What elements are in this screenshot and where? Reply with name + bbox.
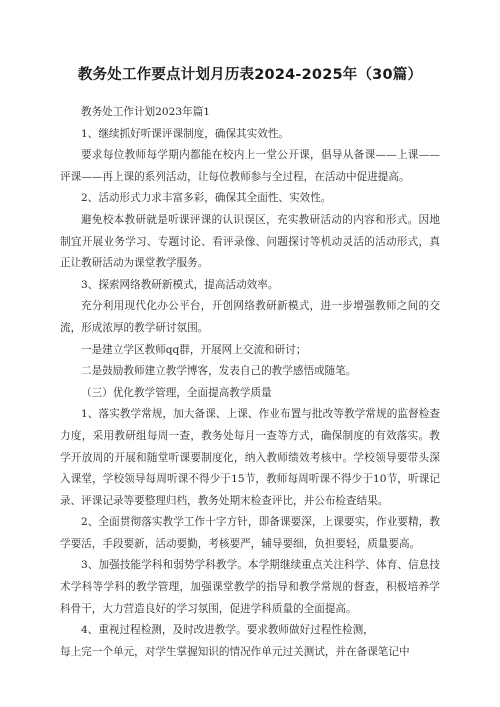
paragraph: 要求每位教师每学期内都能在校内上一堂公开课，倡导从备课——上课——评课——再上课的系列活动，让每位教师参与全过程，在活动中促进提高。 bbox=[60, 149, 440, 183]
paragraph: 1、落实教学常规，加大备课、上课、作业布置与批改等教学常规的监督检查力度，采用教研组每周一查，教务处每月一查等方式，确保制度的有效落实。教学开放周的开展和随堂听课要制度化，纳入教师绩效考核中。学校领导要带头深入课堂，学校领导每周听课不得少于15节，教师每周听课不得少于10节，听课记录、评课记录等要整理归档，教务处期末检查评比，并公布检查结果。 bbox=[60, 408, 440, 507]
paragraph: 二是鼓励教师建立教学博客，发表自己的教学感悟或随笔。 bbox=[81, 365, 357, 378]
paragraph: 避免校本教研就是听课评课的认识误区，充实教研活动的内容和形式。因地制宜开展业务学习、专题讨论、看评录像、问题探讨等机动灵活的活动形式，真正让教研活动为课堂教学服务。 bbox=[60, 213, 440, 270]
paragraph: 3、加强技能学科和弱势学科教学。本学期继续重点关注科学、体育、信息技术学科等学科的教学管理，加强课堂教学的指导和教学常规的督查，积极培养学科骨干，大力营造良好的学习氛围，促进学科质量的全面提高。 bbox=[60, 559, 440, 615]
paragraph: 1、继续抓好听课评课制度，确保其实效性。 bbox=[81, 127, 290, 140]
paragraph: 充分利用现代化办公平台，开创网络教研新模式，进一步增强教师之间的交流，形成浓厚的教学研讨氛围。 bbox=[60, 300, 440, 334]
paragraph: 一是建立学区教师qq群，开展网上交流和研讨； bbox=[81, 343, 307, 356]
paragraph: 2、活动形式力求丰富多彩，确保其全面性、实效性。 bbox=[81, 192, 332, 205]
page-title: 教务处工作要点计划月历表2024-2025年（30篇） bbox=[77, 67, 423, 83]
paragraph: 教务处工作计划2023年篇1 bbox=[81, 106, 211, 118]
paragraph: 2、全面贯彻落实教学工作十字方针，即备课要深，上课要实，作业要精，教学要活，手段要新，活动要勤，考核要严，辅导要细，负担要轻，质量要高。 bbox=[60, 516, 440, 550]
document-body bbox=[60, 102, 440, 663]
paragraph: 4、重视过程检测，及时改进教学。要求教师做好过程性检测， bbox=[81, 624, 374, 637]
paragraph: 每上完一个单元，对学生掌握知识的情况作单元过关测试，并在备课笔记中 bbox=[60, 645, 410, 658]
paragraph: （三）优化教学管理，全面提高教学质量 bbox=[81, 386, 272, 399]
paragraph: 3、探索网络教研新模式，提高活动效率。 bbox=[81, 278, 279, 291]
